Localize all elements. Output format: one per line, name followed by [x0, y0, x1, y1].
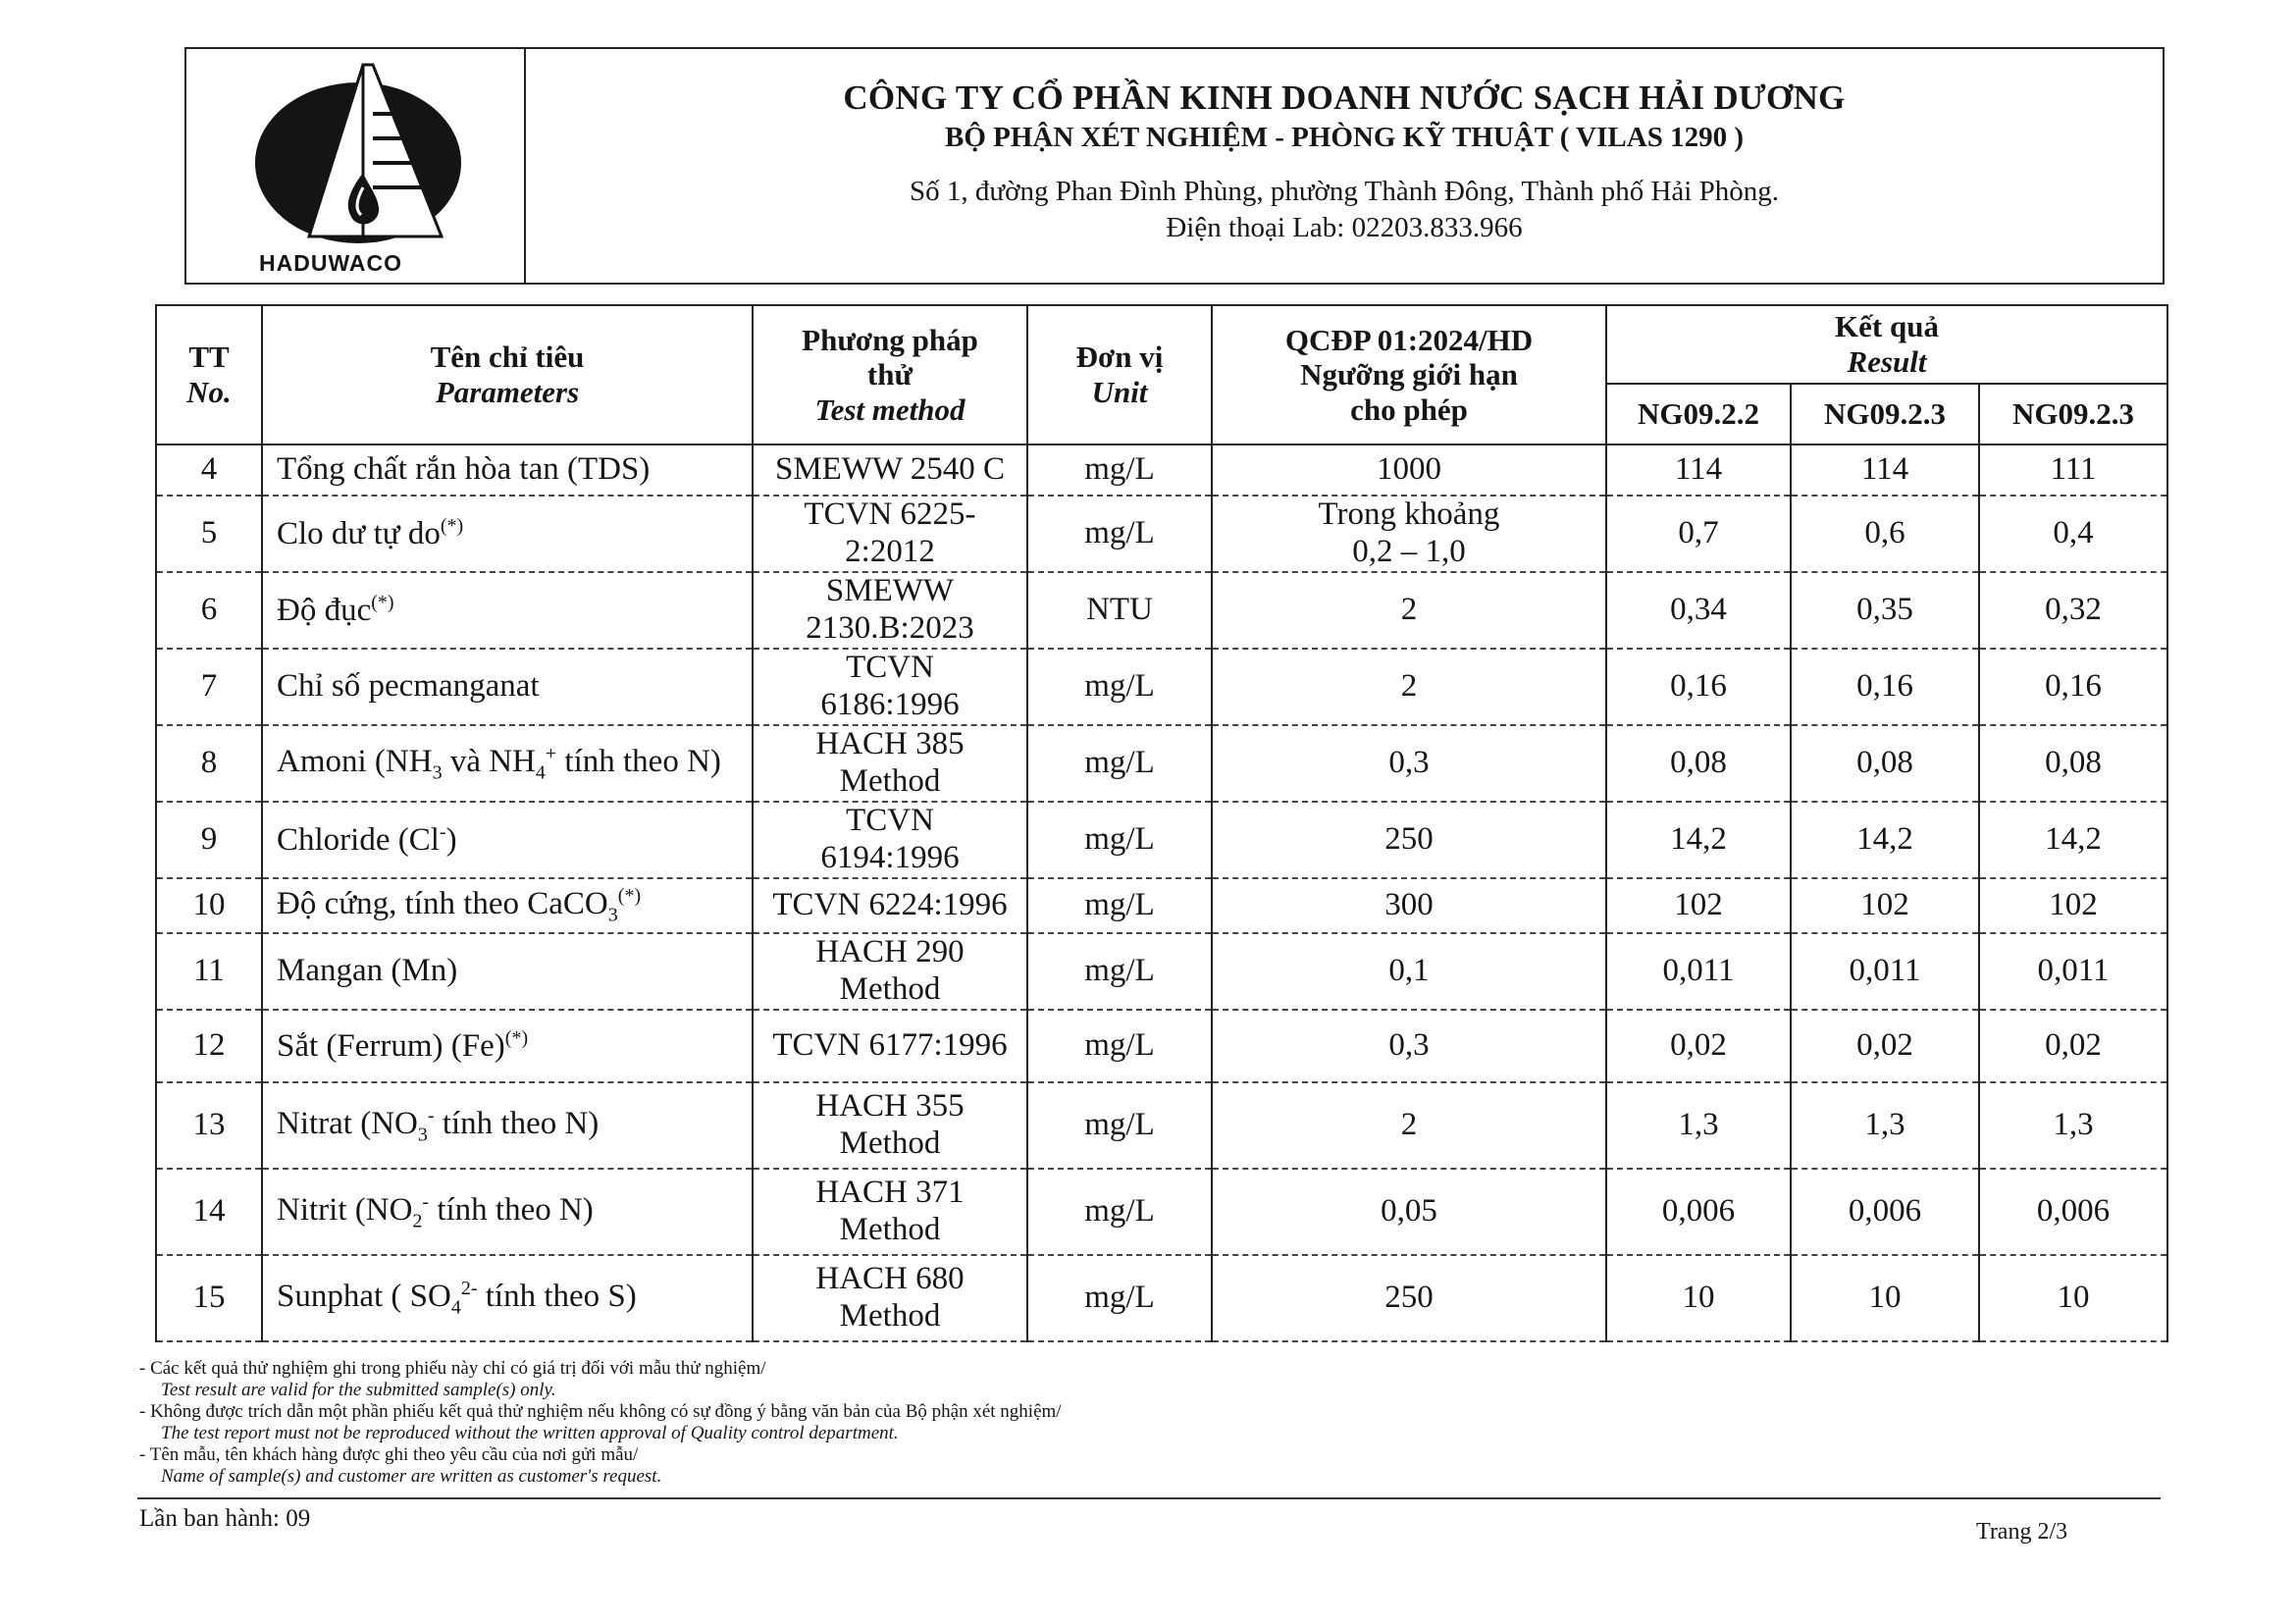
row-no: 9: [156, 802, 262, 878]
row-unit: mg/L: [1027, 445, 1212, 496]
row-method: HACH 385 Method: [753, 725, 1027, 802]
row-result-1: 0,16: [1606, 649, 1791, 725]
footer-divider: [137, 1497, 2161, 1499]
row-result-1: 0,7: [1606, 496, 1791, 572]
page-number: Trang 2/3: [1976, 1519, 2068, 1544]
row-result-2: 0,006: [1791, 1169, 1979, 1255]
note-2-en: The test report must not be reproduced without the written approval of Quality control department.: [161, 1423, 899, 1443]
table-row: [156, 496, 2167, 572]
row-param: Nitrat ($NO_3^-$ tính theo N): [262, 1082, 753, 1169]
row-unit: mg/L: [1027, 725, 1212, 802]
row-limit: 0,05: [1212, 1169, 1606, 1255]
row-method: HACH 290 Method: [753, 933, 1027, 1010]
row-result-3: 10: [1979, 1255, 2167, 1341]
document-header: [184, 47, 2165, 285]
row-result-2: 14,2: [1791, 802, 1979, 878]
logo-cell: [186, 49, 526, 283]
row-limit: 2: [1212, 572, 1606, 649]
sample-header-2: NG09.2.3: [1791, 384, 1979, 445]
company-info: [526, 49, 2163, 283]
row-result-2: 0,011: [1791, 933, 1979, 1010]
note-2-vi: - Không được trích dẫn một phần phiếu kết quả thử nghiệm nếu không có sự đồng ý bằng văn bản của Bộ phận xét nghiệm/: [139, 1401, 1062, 1422]
row-result-2: 0,02: [1791, 1010, 1979, 1082]
table-row: [156, 725, 2167, 802]
row-unit: NTU: [1027, 572, 1212, 649]
row-result-3: 0,4: [1979, 496, 2167, 572]
row-param: Nitrit ($NO_2^-$ tính theo N): [262, 1169, 753, 1255]
row-method: TCVN 6225-2:2012: [753, 496, 1027, 572]
row-limit: 250: [1212, 1255, 1606, 1341]
header-result: Kết quả Result: [1606, 305, 2167, 384]
row-limit: 1000: [1212, 445, 1606, 496]
note-1-en: Test result are valid for the submitted sample(s) only.: [161, 1380, 556, 1400]
table-row: [156, 572, 2167, 649]
row-no: 6: [156, 572, 262, 649]
row-unit: mg/L: [1027, 1010, 1212, 1082]
table-row: [156, 1082, 2167, 1169]
results-table: [155, 304, 2168, 1342]
row-param: Amoni ($NH_3$ và $NH_4^+$ tính theo N): [262, 725, 753, 802]
row-result-3: 0,32: [1979, 572, 2167, 649]
row-result-3: 0,16: [1979, 649, 2167, 725]
row-result-2: 1,3: [1791, 1082, 1979, 1169]
sample-header-1: NG09.2.2: [1606, 384, 1791, 445]
table-row: [156, 878, 2167, 933]
row-no: 11: [156, 933, 262, 1010]
row-param: Sunphat ( $SO_4^{2-}$ tính theo S): [262, 1255, 753, 1341]
row-method: TCVN 6186:1996: [753, 649, 1027, 725]
row-result-1: 0,34: [1606, 572, 1791, 649]
row-unit: mg/L: [1027, 878, 1212, 933]
row-result-2: 0,08: [1791, 725, 1979, 802]
row-method: TCVN 6177:1996: [753, 1010, 1027, 1082]
row-no: 15: [156, 1255, 262, 1341]
row-no: 4: [156, 445, 262, 496]
table-row: [156, 1010, 2167, 1082]
row-limit: 250: [1212, 802, 1606, 878]
header-unit: Đơn vị Unit: [1027, 305, 1212, 445]
row-limit: 2: [1212, 1082, 1606, 1169]
row-result-3: 102: [1979, 878, 2167, 933]
table-row: [156, 933, 2167, 1010]
row-result-2: 0,16: [1791, 649, 1979, 725]
row-method: HACH 371 Method: [753, 1169, 1027, 1255]
row-param: Clo dư tự do(*): [262, 496, 753, 572]
row-result-2: 114: [1791, 445, 1979, 496]
header-no: TT No.: [156, 305, 262, 445]
row-result-1: 10: [1606, 1255, 1791, 1341]
row-result-1: 1,3: [1606, 1082, 1791, 1169]
row-limit: Trong khoảng 0,2 – 1,0: [1212, 496, 1606, 572]
row-no: 5: [156, 496, 262, 572]
lab-phone: Điện thoại Lab: 02203.833.966: [1166, 212, 1523, 243]
note-3-vi: - Tên mẫu, tên khách hàng được ghi theo yêu cầu của nơi gửi mẫu/: [139, 1444, 639, 1465]
row-result-1: 114: [1606, 445, 1791, 496]
row-param: Mangan (Mn): [262, 933, 753, 1010]
row-unit: mg/L: [1027, 1082, 1212, 1169]
row-result-2: 10: [1791, 1255, 1979, 1341]
row-method: SMEWW 2540 C: [753, 445, 1027, 496]
row-result-3: 14,2: [1979, 802, 2167, 878]
company-name: CÔNG TY CỔ PHẦN KINH DOANH NƯỚC SẠCH HẢI DƯƠNG: [843, 79, 1846, 117]
row-param: Độ đục(*): [262, 572, 753, 649]
row-param: Độ cứng, tính theo CaCO$_3$(*): [262, 878, 753, 933]
row-unit: mg/L: [1027, 649, 1212, 725]
row-method: HACH 680 Method: [753, 1255, 1027, 1341]
row-unit: mg/L: [1027, 1255, 1212, 1341]
row-unit: mg/L: [1027, 496, 1212, 572]
row-no: 14: [156, 1169, 262, 1255]
row-method: HACH 355 Method: [753, 1082, 1027, 1169]
row-result-2: 0,6: [1791, 496, 1979, 572]
table-row: [156, 1169, 2167, 1255]
row-limit: 0,3: [1212, 725, 1606, 802]
row-result-1: 0,006: [1606, 1169, 1791, 1255]
row-result-3: 0,08: [1979, 725, 2167, 802]
row-result-3: 0,011: [1979, 933, 2167, 1010]
row-result-1: 0,08: [1606, 725, 1791, 802]
table-row: [156, 1255, 2167, 1341]
row-unit: mg/L: [1027, 933, 1212, 1010]
row-result-1: 0,011: [1606, 933, 1791, 1010]
row-no: 7: [156, 649, 262, 725]
row-result-2: 102: [1791, 878, 1979, 933]
table-row: [156, 802, 2167, 878]
row-method: TCVN 6224:1996: [753, 878, 1027, 933]
department-name: BỘ PHẬN XÉT NGHIỆM - PHÒNG KỸ THUẬT ( VILAS 1290 ): [945, 122, 1744, 153]
row-result-1: 0,02: [1606, 1010, 1791, 1082]
company-address: Số 1, đường Phan Đình Phùng, phường Thành Đông, Thành phố Hải Phòng.: [910, 176, 1779, 207]
row-unit: mg/L: [1027, 1169, 1212, 1255]
row-method: SMEWW 2130.B:2023: [753, 572, 1027, 649]
row-limit: 0,1: [1212, 933, 1606, 1010]
row-no: 13: [156, 1082, 262, 1169]
note-1-vi: - Các kết quả thử nghiệm ghi trong phiếu này chỉ có giá trị đối với mẫu thử nghiệm/: [139, 1358, 766, 1379]
haduwaco-logo-icon: [216, 55, 500, 251]
row-result-2: 0,35: [1791, 572, 1979, 649]
row-limit: 2: [1212, 649, 1606, 725]
sample-header-3: NG09.2.3: [1979, 384, 2167, 445]
table-row: [156, 649, 2167, 725]
row-param: Chloride (Cl-): [262, 802, 753, 878]
header-test-method: Phương pháp thử Test method: [753, 305, 1027, 445]
row-limit: 300: [1212, 878, 1606, 933]
row-result-1: 14,2: [1606, 802, 1791, 878]
table-row: [156, 445, 2167, 496]
footnotes: [139, 1358, 1611, 1488]
row-result-3: 0,02: [1979, 1010, 2167, 1082]
row-no: 8: [156, 725, 262, 802]
row-param: Sắt (Ferrum) (Fe)(*): [262, 1010, 753, 1082]
note-3-en: Name of sample(s) and customer are written as customer's request.: [161, 1466, 662, 1487]
row-param: Tổng chất rắn hòa tan (TDS): [262, 445, 753, 496]
row-result-3: 111: [1979, 445, 2167, 496]
row-result-1: 102: [1606, 878, 1791, 933]
row-param: Chỉ số pecmanganat: [262, 649, 753, 725]
row-result-3: 0,006: [1979, 1169, 2167, 1255]
edition-number: Lần ban hành: 09: [139, 1505, 311, 1532]
row-no: 12: [156, 1010, 262, 1082]
logo-text: HADUWACO: [259, 250, 402, 276]
row-unit: mg/L: [1027, 802, 1212, 878]
row-method: TCVN 6194:1996: [753, 802, 1027, 878]
row-limit: 0,3: [1212, 1010, 1606, 1082]
row-result-3: 1,3: [1979, 1082, 2167, 1169]
header-limit: QCĐP 01:2024/HD Ngưỡng giới hạn cho phép: [1212, 305, 1606, 445]
header-parameters: Tên chỉ tiêu Parameters: [262, 305, 753, 445]
row-no: 10: [156, 878, 262, 933]
